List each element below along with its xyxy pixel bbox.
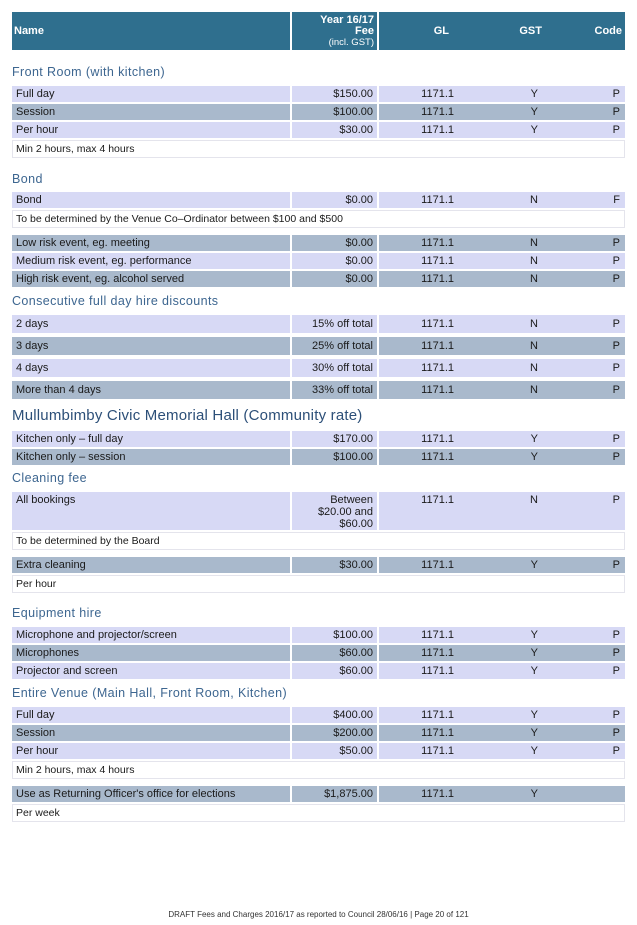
header-fee <box>292 12 377 50</box>
row-fee: $60.00 <box>292 663 377 679</box>
fee-line: $60.00 <box>339 518 373 530</box>
header-fee-line1: Year 16/17 <box>320 14 374 26</box>
table-row <box>12 725 625 741</box>
row-gl: 1171.1 <box>421 194 454 206</box>
row-name: All bookings <box>12 492 290 530</box>
row-codes <box>379 743 625 759</box>
row-code: P <box>612 494 620 506</box>
row-code: F <box>613 194 620 206</box>
note-per-hour: Per hour <box>12 575 625 593</box>
row-name: Session <box>12 104 290 120</box>
row-code: P <box>612 318 620 330</box>
row-code: P <box>612 362 620 374</box>
row-gl: 1171.1 <box>421 340 454 352</box>
row-gst: N <box>530 237 538 249</box>
table-row <box>12 315 625 333</box>
row-fee: $100.00 <box>292 104 377 120</box>
table-header <box>12 12 625 50</box>
table-row <box>12 786 625 802</box>
row-name: Per hour <box>12 743 290 759</box>
row-codes <box>379 235 625 251</box>
row-gst: N <box>530 255 538 267</box>
row-code: P <box>612 629 620 641</box>
table-row <box>12 645 625 661</box>
row-name: Use as Returning Officer's office for elections <box>12 786 290 802</box>
row-gl: 1171.1 <box>421 362 454 374</box>
row-fee: 33% off total <box>292 381 377 399</box>
section-title-civic-hall: Mullumbimby Civic Memorial Hall (Community rate) <box>12 407 363 424</box>
note-min-hours: Min 2 hours, max 4 hours <box>12 140 625 158</box>
table-row <box>12 86 625 102</box>
row-codes <box>379 449 625 465</box>
row-code: P <box>612 124 620 136</box>
row-gl: 1171.1 <box>421 318 454 330</box>
row-gst: Y <box>530 451 538 463</box>
row-gl: 1171.1 <box>421 88 454 100</box>
row-codes <box>379 192 625 208</box>
row-gl: 1171.1 <box>421 665 454 677</box>
fee-line: Between <box>330 494 373 506</box>
section-title-discounts: Consecutive full day hire discounts <box>12 294 219 308</box>
fee-line: $20.00 and <box>317 506 373 518</box>
header-codes <box>379 12 625 50</box>
row-fee: $170.00 <box>292 431 377 447</box>
row-code: P <box>612 273 620 285</box>
row-fee: $0.00 <box>292 235 377 251</box>
row-codes <box>379 557 625 573</box>
row-gst: N <box>530 273 538 285</box>
row-gst: N <box>530 362 538 374</box>
row-fee: $1,875.00 <box>292 786 377 802</box>
row-gst: Y <box>530 709 538 721</box>
section-title-cleaning: Cleaning fee <box>12 471 87 485</box>
row-gl: 1171.1 <box>421 237 454 249</box>
row-name: Full day <box>12 86 290 102</box>
row-codes <box>379 337 625 355</box>
row-codes <box>379 725 625 741</box>
header-fee-line3: (incl. GST) <box>328 37 374 48</box>
row-code <box>538 788 620 800</box>
row-gl: 1171.1 <box>421 273 454 285</box>
row-codes <box>379 86 625 102</box>
header-gl: GL <box>433 25 449 37</box>
table-row <box>12 663 625 679</box>
note-board: To be determined by the Board <box>12 532 625 550</box>
row-fee: $0.00 <box>292 253 377 269</box>
row-name: 3 days <box>12 337 290 355</box>
note-per-week: Per week <box>12 804 625 822</box>
row-fee: $60.00 <box>292 645 377 661</box>
row-gst: Y <box>530 88 538 100</box>
row-gst: Y <box>530 727 538 739</box>
row-code: P <box>612 384 620 396</box>
table-row <box>12 431 625 447</box>
row-name: High risk event, eg. alcohol served <box>12 271 290 287</box>
table-row <box>12 707 625 723</box>
row-fee: $0.00 <box>292 192 377 208</box>
row-codes <box>379 627 625 643</box>
row-codes <box>379 492 625 530</box>
row-codes <box>379 663 625 679</box>
row-code: P <box>612 727 620 739</box>
row-gl: 1171.1 <box>421 745 454 757</box>
row-name: Projector and screen <box>12 663 290 679</box>
row-gl: 1171.1 <box>421 559 454 571</box>
table-row <box>12 192 625 208</box>
row-name: 2 days <box>12 315 290 333</box>
row-code: P <box>612 255 620 267</box>
table-row <box>12 271 625 287</box>
table-row <box>12 381 625 399</box>
row-gl: 1171.1 <box>421 647 454 659</box>
row-gst: Y <box>530 665 538 677</box>
row-gst: N <box>530 494 538 506</box>
row-codes <box>379 359 625 377</box>
row-name: Low risk event, eg. meeting <box>12 235 290 251</box>
row-gl: 1171.1 <box>421 106 454 118</box>
row-fee: 30% off total <box>292 359 377 377</box>
row-name: Session <box>12 725 290 741</box>
row-gst: Y <box>530 629 538 641</box>
row-fee: $150.00 <box>292 86 377 102</box>
table-row <box>12 337 625 355</box>
row-fee: $200.00 <box>292 725 377 741</box>
row-gst: Y <box>530 745 538 757</box>
row-code: P <box>612 709 620 721</box>
row-gl: 1171.1 <box>421 629 454 641</box>
page-footer: DRAFT Fees and Charges 2016/17 as reported to Council 28/06/16 | Page 20 of 121 <box>168 910 469 919</box>
table-row <box>12 492 625 530</box>
row-gl: 1171.1 <box>421 709 454 721</box>
row-gst: N <box>530 384 538 396</box>
row-gl: 1171.1 <box>421 451 454 463</box>
row-gl: 1171.1 <box>421 727 454 739</box>
row-fee: 25% off total <box>292 337 377 355</box>
header-code: Code <box>594 25 622 37</box>
row-fee <box>292 492 377 530</box>
row-fee: $100.00 <box>292 449 377 465</box>
row-name: Bond <box>12 192 290 208</box>
table-row <box>12 743 625 759</box>
row-gst: Y <box>530 433 538 445</box>
row-name: Medium risk event, eg. performance <box>12 253 290 269</box>
row-name: Extra cleaning <box>12 557 290 573</box>
row-name: Full day <box>12 707 290 723</box>
note-venue-hours: Min 2 hours, max 4 hours <box>12 761 625 779</box>
table-row <box>12 122 625 138</box>
row-codes <box>379 645 625 661</box>
row-code: P <box>612 559 620 571</box>
row-fee: $400.00 <box>292 707 377 723</box>
row-codes <box>379 707 625 723</box>
row-gst: Y <box>530 106 538 118</box>
row-gl: 1171.1 <box>421 255 454 267</box>
table-row <box>12 253 625 269</box>
row-name: Microphones <box>12 645 290 661</box>
row-codes <box>379 381 625 399</box>
table-row <box>12 235 625 251</box>
table-row <box>12 557 625 573</box>
row-code: P <box>612 88 620 100</box>
row-name: More than 4 days <box>12 381 290 399</box>
row-gst: Y <box>530 788 538 800</box>
header-fee-line2: Fee <box>355 25 374 37</box>
row-code: P <box>612 647 620 659</box>
row-gst: Y <box>530 124 538 136</box>
row-code: P <box>612 745 620 757</box>
row-fee: 15% off total <box>292 315 377 333</box>
table-row <box>12 359 625 377</box>
row-name: 4 days <box>12 359 290 377</box>
row-codes <box>379 315 625 333</box>
table-row <box>12 627 625 643</box>
row-gl: 1171.1 <box>421 124 454 136</box>
row-fee: $50.00 <box>292 743 377 759</box>
row-gl: 1171.1 <box>421 384 454 396</box>
row-gst: N <box>530 340 538 352</box>
row-code: P <box>612 237 620 249</box>
row-codes <box>379 104 625 120</box>
row-name: Microphone and projector/screen <box>12 627 290 643</box>
header-name: Name <box>12 12 290 50</box>
row-codes <box>379 431 625 447</box>
row-gst: N <box>530 318 538 330</box>
section-title-entire-venue: Entire Venue (Main Hall, Front Room, Kitchen) <box>12 686 288 700</box>
row-fee: $0.00 <box>292 271 377 287</box>
table-row <box>12 104 625 120</box>
row-name: Kitchen only – session <box>12 449 290 465</box>
section-title-equipment: Equipment hire <box>12 606 102 620</box>
fees-table <box>12 12 625 822</box>
row-fee: $100.00 <box>292 627 377 643</box>
row-code: P <box>612 451 620 463</box>
row-gst: Y <box>530 647 538 659</box>
row-name: Per hour <box>12 122 290 138</box>
header-gst: GST <box>519 25 542 37</box>
section-title-bond: Bond <box>12 172 43 186</box>
row-fee: $30.00 <box>292 557 377 573</box>
row-codes <box>379 786 625 802</box>
table-row <box>12 449 625 465</box>
row-gl: 1171.1 <box>421 494 454 506</box>
row-code: P <box>612 106 620 118</box>
row-code: P <box>612 665 620 677</box>
row-gl: 1171.1 <box>421 433 454 445</box>
row-fee: $30.00 <box>292 122 377 138</box>
row-codes <box>379 122 625 138</box>
row-gst: N <box>530 194 538 206</box>
row-code: P <box>612 433 620 445</box>
row-codes <box>379 253 625 269</box>
row-codes <box>379 271 625 287</box>
note-bond: To be determined by the Venue Co–Ordinator between $100 and $500 <box>12 210 625 228</box>
row-name: Kitchen only – full day <box>12 431 290 447</box>
row-gl: 1171.1 <box>421 788 454 800</box>
row-gst: Y <box>530 559 538 571</box>
section-title-front-room: Front Room (with kitchen) <box>12 65 166 79</box>
row-code: P <box>612 340 620 352</box>
